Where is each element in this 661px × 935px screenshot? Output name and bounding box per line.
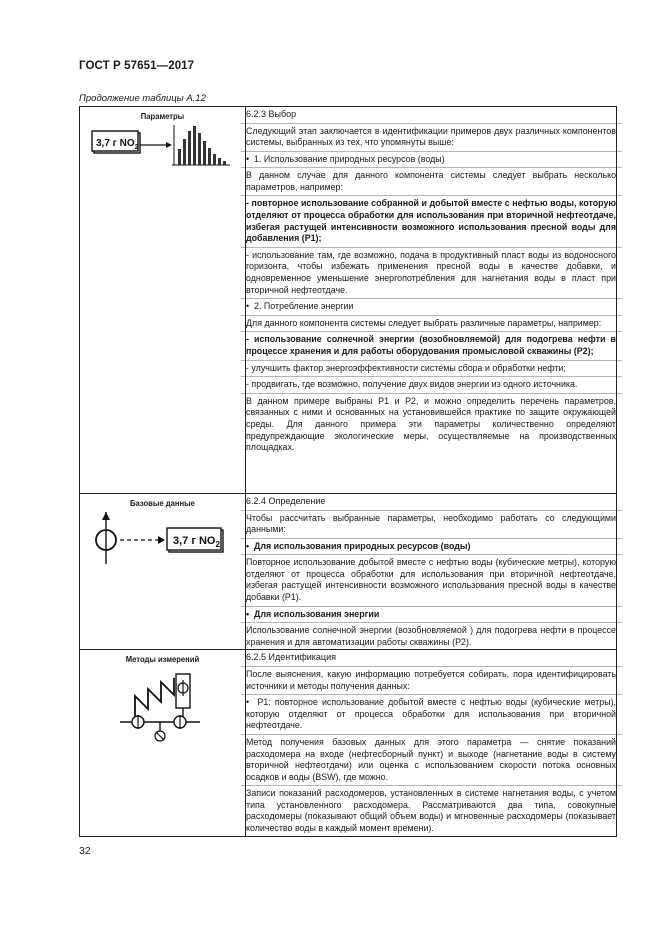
svg-text:3,7 г NO2 [173,535,221,549]
paragraph: Для данного компонента системы следует выбрать различные параметры, например: [246,317,602,328]
paragraph: В данном примере выбраны Р1 и Р2, и можно определить перечень параметров, связанных с ними и основанных на установившейся практике по защите окружающей среды. Для данного примера эти параметры количественно определяют предупреждающие экологические меры, осуществляемые на производственных площадках. [246,395,616,453]
row-label-cell [80,650,246,836]
paragraph: Метод получения базовых данных для этого параметра — снятие показаний расходомера на входе (нефтесборный пункт) и выходе (нагнетание воды в систему вторичной нефтеотдачи) или оценка с использованием скорости потока основных осадков и воды (BSW), где можно. [246,736,616,782]
row-label-measurement-methods: Методы измерений [125,654,200,665]
row-label-cell [80,494,246,650]
flowmeter-reading-icon [80,508,243,568]
table-row [80,107,617,494]
table-a12 [79,106,617,837]
paragraph: Чтобы рассчитать выбранные параметры, необходимо работать со следующими данными: [246,512,616,535]
paragraph: Повторное использование добытой вместе с нефтью воды (кубические метры), которую отделяют от процесса обработки для использования при вторичной нефтеотдаче, избегая растущей интенсивности возможного использования пресной воды в качестве добавки (Р1). [246,557,616,603]
bullet-item: • 2. Потребление энергии [246,301,616,313]
section-heading: 6.2.4 Определение [246,496,326,506]
paragraph: - использование там, где возможно, подача в продуктивный пласт воды из водоносного горизонта, чтобы избежать применения пресной воды в качестве добавки, и одновременное уменьшение энергопотребления для нагнетания воды в пласт при вторичной нефтеотдаче. [246,249,616,295]
section-heading: 6.2.5 Идентификация [246,652,336,663]
paragraph-bold: - повторное использование собранной и добытой вместе с нефтью воды, которую отделяют от процесса обработки для использования при вторичной нефтеотдаче, избегая растущей интенсивности возможного использования пресной воды для добавления (Р1); [246,198,616,244]
paragraph-bold: - использование солнечной энергии (возобновляемой) для подогрева нефти в процессе хранения и для работы оборудования промысловой скважины (Р2); [246,334,616,356]
paragraph: Записи показаний расходомеров, установленных в системе нагнетания воды, с учетом типа установленного расходомера. Рассматриваются два типа, совокупные расходомеры (показывают общий объем воды) и мгновенные расходомеры (показывает количество воды в каждый момент времени). [246,788,616,834]
row-content-cell [246,107,617,494]
table-row [80,650,617,836]
bullet-item: • 1. Использование природных ресурсов (воды) [246,154,616,166]
parameters-chart-icon [80,121,243,167]
row-content-cell [246,650,617,836]
row-label-baseline-data: Базовые данные [130,498,195,508]
paragraph: Использование солнечной энергии (возобновляемой ) для подогрева нефти в процессе хранения и для автоматизации работы скважины (Р2). [246,625,616,647]
paragraph: Следующий этап заключается в идентификации примеров двух различных компонентов системы, выбранных из тех, что упомянуты выше: [246,125,616,148]
row-label-parameters: Параметры [140,111,185,121]
page-number: 32 [79,845,91,857]
paragraph: - улучшить фактор энергоэффективности системы сбора и обработки нефти; [246,362,566,373]
table-row [80,494,617,650]
bullet-item-bold: • Для использования энергии [246,609,616,621]
baseline-icon-sub: 2 [215,540,220,549]
bullet-item: • Р1: повторное использование добытой вместе с нефтью воды (кубические метры), которую отделяют от процесса обработки для использования при вторичной нефтеотдаче. [246,697,616,732]
baseline-icon-text: 3,7 г NO [173,535,216,547]
parameters-icon-sub: 2 [134,144,139,151]
paragraph: В данном случае для данного компонента системы следует выбрать несколько параметров, например: [246,170,616,192]
bullet-item-bold: • Для использования природных ресурсов (воды) [246,541,616,553]
row-content-cell [246,494,617,650]
table-continuation-caption: Продолжение таблицы А.12 [79,93,206,104]
paragraph: - продвигать, где возможно, получение двух видов энергии из одного источника. [246,379,578,390]
parameters-icon-text: 3,7 г NO [96,138,135,149]
row-label-cell [80,107,246,494]
section-heading: 6.2.3 Выбор [246,109,297,119]
measurement-scheme-icon [80,664,243,744]
paragraph: После выяснения, какую информацию потребуется собирать, пора идентифицировать источники и методы получения данных: [246,668,616,691]
document-code: ГОСТ Р 57651—2017 [79,60,195,72]
